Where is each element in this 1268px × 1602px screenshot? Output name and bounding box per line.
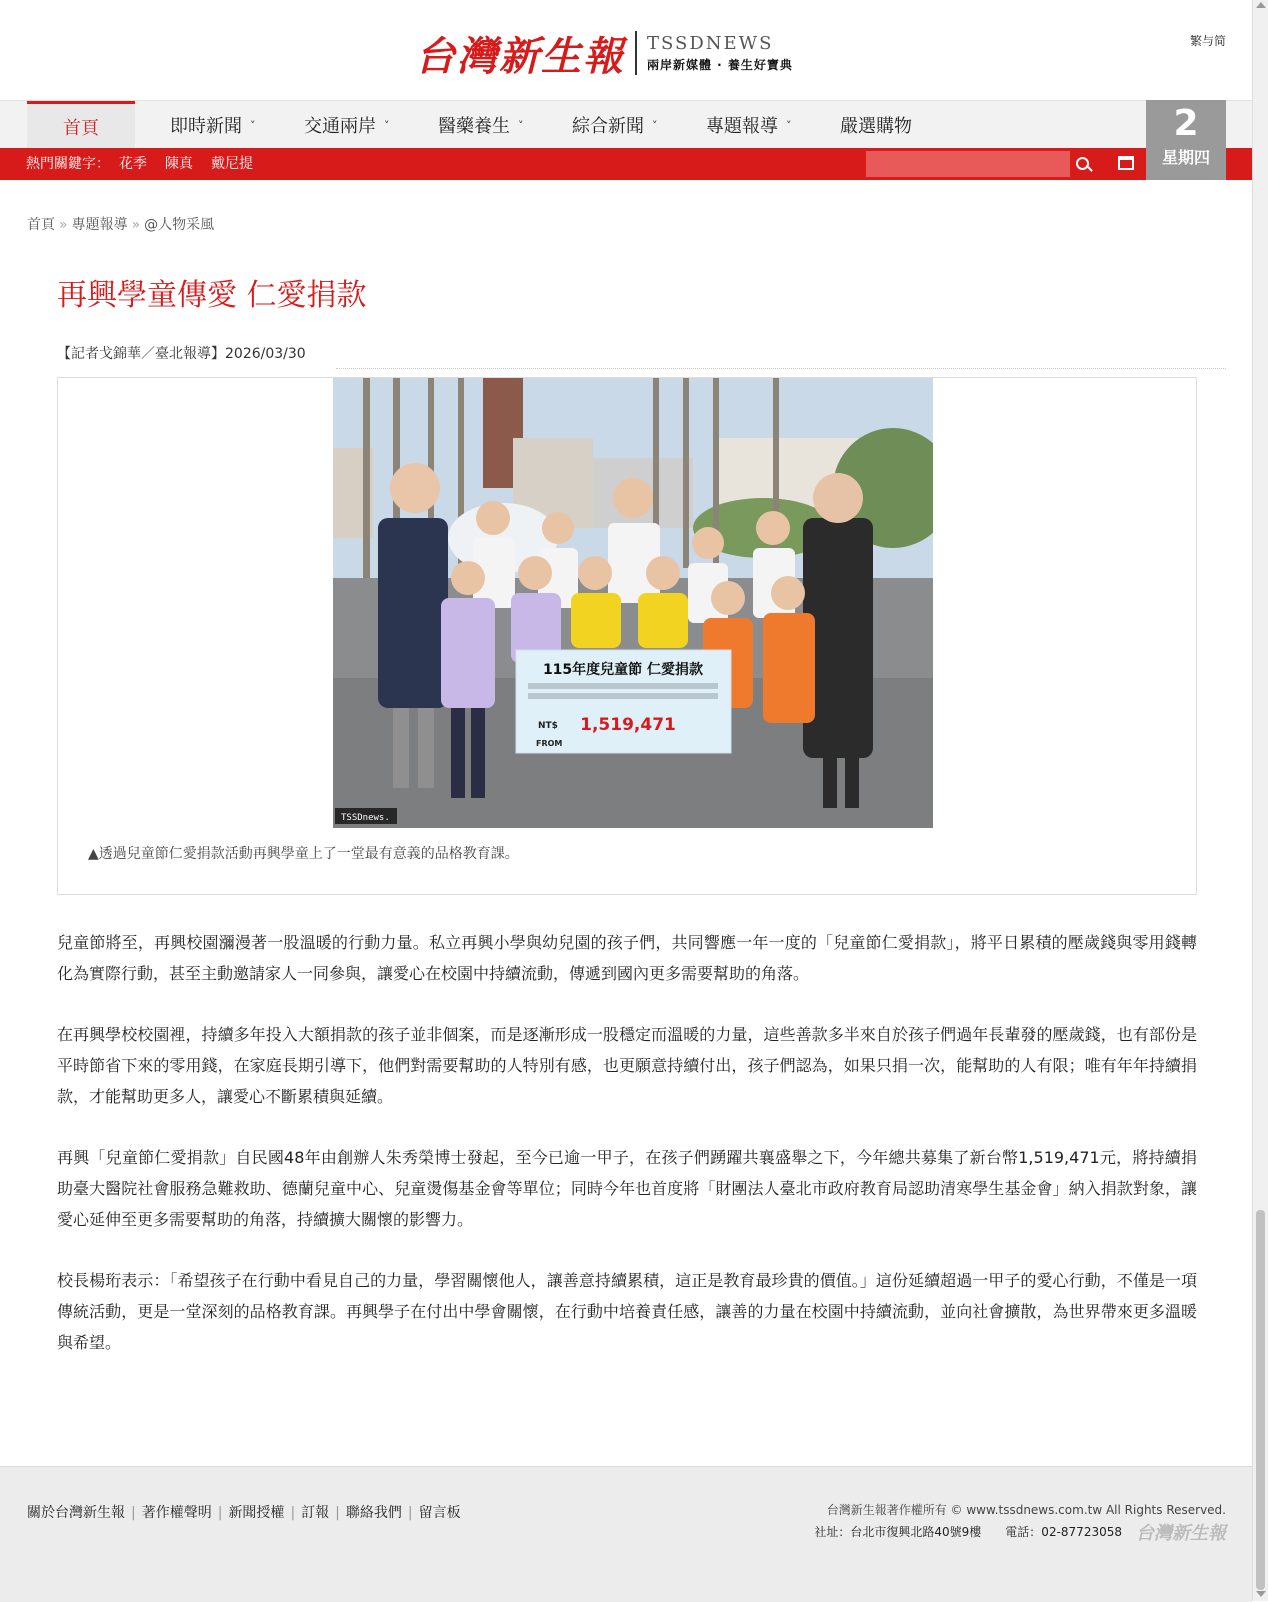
nav-item-shopping[interactable]: [840, 101, 912, 149]
scroll-thumb[interactable]: [1256, 1210, 1265, 1590]
hot-keyword[interactable]: 陳真: [165, 156, 193, 172]
breadcrumb: [27, 214, 214, 234]
search-icon[interactable]: [1076, 157, 1089, 170]
footer-link-contact[interactable]: 聯絡我們: [345, 1505, 402, 1521]
chevron-down-icon: ˅: [652, 118, 658, 132]
article-title: 再興學童傳愛 仁愛捐款: [57, 278, 367, 313]
breadcrumb-features[interactable]: 專題報導: [71, 217, 128, 233]
breadcrumb-separator: »: [59, 217, 68, 233]
logo-chinese: 台灣新生報: [415, 32, 625, 80]
nav-label: 綜合新聞: [572, 116, 644, 137]
footer-address: 社址：台北市復興北路40號9樓 電話：02-87723058: [814, 1525, 1122, 1539]
logo-divider: [635, 31, 637, 75]
nav-item-health[interactable]: [438, 101, 524, 149]
footer-links: [27, 1502, 461, 1522]
nav-label: 交通兩岸: [304, 116, 376, 137]
scroll-up-icon[interactable]: [1256, 2, 1266, 8]
article-paragraph: 兒童節將至，再興校園瀰漫著一股溫暖的行動力量。私立再興小學與幼兒園的孩子們，共同響應一年一度的「兒童節仁愛捐款」，將平日累積的壓歲錢與零用錢轉化為實際行動，甚至主動邀請家人一同參與，讓愛心在校園中持續流動，傳遞到國內更多需要幫助的角落。: [57, 933, 1197, 983]
site-header: [0, 0, 1252, 100]
language-toggle[interactable]: 繁与简: [1190, 34, 1227, 48]
chevron-down-icon: ˅: [250, 118, 256, 132]
photo-illustration: [333, 378, 933, 828]
footer-link-subscribe[interactable]: 訂報: [301, 1505, 330, 1521]
byline-divider: [336, 368, 1226, 369]
banner-from: FROM: [536, 739, 563, 748]
date-widget: [1146, 100, 1226, 180]
date-weekday: 星期四: [1161, 148, 1210, 167]
article-paragraph: 校長楊珩表示：「希望孩子在行動中看見自己的力量，學習關懷他人，讓善意持續累積，這正是教育最珍貴的價值。」這份延續超過一甲子的愛心行動，不僅是一項傳統活動，更是一堂深刻的品格教育課。再興學子在付出中學會關懷，在行動中培養責任感，讓善的力量在校園中持續流動，並向社會擴散，為世界帶來更多溫暖與希望。: [57, 1271, 1197, 1352]
main-nav: [0, 100, 1252, 149]
breadcrumb-separator: »: [131, 217, 141, 233]
breadcrumb-home[interactable]: 首頁: [27, 217, 55, 233]
site-footer: [0, 1466, 1252, 1602]
chevron-down-icon: ˅: [518, 118, 524, 132]
footer-logo: 台灣新生報: [1136, 1523, 1226, 1544]
logo-slogan: 兩岸新媒體 · 養生好寶典: [647, 58, 793, 72]
article-paragraph: 再興「兒童節仁愛捐款」自民國48年由創辦人朱秀榮博士發起，至今已逾一甲子，在孩子們踴躍共襄盛舉之下，今年總共募集了新台幣1,519,471元，將持續捐助臺大醫院社會服務急難救助、德蘭兒童中心、兒童燙傷基金會等單位；同時今年也首度將「財團法人臺北市政府教育局認助清寒學生基金會」納入捐款對象，讓愛心延伸至更多需要幫助的角落，持續擴大關懷的影響力。: [57, 1148, 1197, 1229]
banner-amount: 1,519,471: [580, 715, 676, 735]
photo-watermark: TSSDnews.: [341, 813, 390, 823]
nav-item-features[interactable]: [706, 101, 792, 149]
nav-label: 嚴選購物: [840, 116, 912, 137]
date-day: 2: [1173, 103, 1199, 144]
nav-label: 醫藥養生: [438, 116, 510, 137]
page-scrollbar[interactable]: [1252, 0, 1268, 1601]
nav-item-realtime[interactable]: [170, 101, 256, 149]
site-logo[interactable]: [415, 28, 793, 78]
hot-keywords-label: 熱門關鍵字：: [26, 156, 110, 172]
footer-separator: |: [335, 1505, 340, 1521]
footer-link-about[interactable]: 關於台灣新生報: [27, 1505, 125, 1521]
logo-text-block: [647, 33, 793, 73]
footer-copyright: 台灣新生報著作權所有 © www.tssdnews.com.tw All Rights Reserved.: [826, 1503, 1226, 1517]
footer-link-copyright[interactable]: 著作權聲明: [141, 1505, 212, 1521]
search-input[interactable]: [866, 151, 1070, 177]
chevron-down-icon: ˅: [384, 118, 390, 132]
hot-keywords-bar: [0, 148, 1252, 180]
logo-english: TSSDNEWS: [647, 33, 774, 54]
hot-keyword[interactable]: 戴尼提: [211, 156, 253, 172]
banner-title: 115年度兒童節 仁愛捐款: [542, 662, 704, 678]
hot-keyword[interactable]: 花季: [119, 156, 147, 172]
nav-item-traffic[interactable]: [304, 101, 390, 149]
nav-label: 即時新聞: [170, 116, 242, 137]
article-paragraph: 在再興學校校園裡，持續多年投入大額捐款的孩子並非個案，而是逐漸形成一股穩定而溫暖的力量，這些善款多半來自於孩子們過年長輩發的壓歲錢，也有部份是平時節省下來的零用錢，在家庭長期引導下，他們對需要幫助的人特別有感，也更願意持續付出，孩子們認為，如果只捐一次，能幫助的人有限；唯有年年持續捐款，才能幫助更多人，讓愛心不斷累積與延續。: [57, 1025, 1197, 1106]
scroll-down-icon[interactable]: [1256, 1591, 1266, 1597]
article-body: [57, 927, 1197, 1388]
footer-separator: |: [217, 1505, 223, 1521]
nav-item-home[interactable]: [27, 101, 135, 149]
nav-label: 首頁: [63, 117, 99, 139]
footer-separator: |: [407, 1505, 413, 1521]
banner-currency: NT$: [538, 721, 558, 731]
nav-label: 專題報導: [706, 116, 778, 137]
article-byline: 【記者戈錦華／臺北報導】2026/03/30: [57, 346, 306, 362]
footer-separator: |: [290, 1505, 296, 1521]
footer-link-guestbook[interactable]: 留言板: [418, 1505, 461, 1521]
breadcrumb-people[interactable]: @人物采風: [144, 217, 215, 233]
footer-separator: |: [131, 1505, 136, 1521]
photo-caption: ▲透過兒童節仁愛捐款活動再興學童上了一堂最有意義的品格教育課。: [88, 846, 519, 862]
article-figure: [57, 377, 1197, 895]
calendar-icon[interactable]: [1118, 156, 1134, 170]
chevron-down-icon: ˅: [786, 118, 792, 132]
article-photo[interactable]: [333, 378, 933, 828]
nav-item-general[interactable]: [572, 101, 658, 149]
footer-link-licensing[interactable]: 新聞授權: [228, 1505, 285, 1521]
